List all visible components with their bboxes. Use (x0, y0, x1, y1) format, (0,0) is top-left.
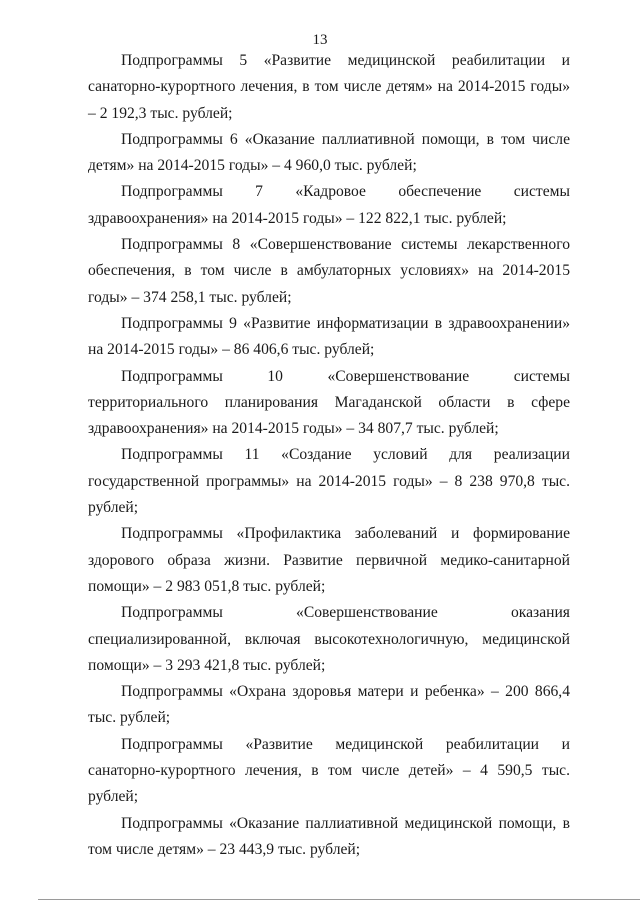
paragraph-subprogram-rehabilitation: Подпрограммы «Развитие медицинской реабилитации и санаторно-курортного лечения, в том числе детей» – 4 590,5 тыс. рублей; (88, 735, 570, 806)
page-number: 13 (312, 32, 328, 48)
paragraph-subprogram-6: Подпрограммы 6 «Оказание паллиативной помощи, в том числе детям» на 2014-2015 годы» – 4 960,0 тыс. рублей; (88, 130, 570, 175)
paragraph-subprogram-8: Подпрограммы 8 «Совершенствование системы лекарственного обеспечения, в том числе в амбулаторных условиях» на 2014-2015 годы» – 374 258,1 тыс. рублей; (88, 236, 570, 306)
paragraph-subprogram-prevention: Подпрограммы «Профилактика заболеваний и формирование здорового образа жизни. Развитие первичной медико-санитарной помощи» – 2 983 051,8 тыс. рублей; (88, 525, 570, 595)
paragraph-subprogram-11: Подпрограммы 11 «Создание условий для реализации государственной программы» на 2014-2015 годы» – 8 238 970,8 тыс. рублей; (88, 446, 570, 517)
page-body (88, 48, 570, 863)
paragraph-subprogram-specialized-care: Подпрограммы «Совершенствование оказания специализированной, включая высокотехнологичную, медицинской помощи» – 3 293 421,8 тыс. рублей; (88, 604, 570, 674)
paragraph-subprogram-7: Подпрограммы 7 «Кадровое обеспечение системы здравоохранения» на 2014-2015 годы» – 122 822,1 тыс. рублей; (88, 183, 570, 227)
paragraph-subprogram-mother-child: Подпрограммы «Охрана здоровья матери и ребенка» – 200 866,4 тыс. рублей; (88, 683, 570, 727)
paragraph-subprogram-10: Подпрограммы 10 «Совершенствование системы территориального планирования Магаданской области в сфере здравоохранения» на 2014-2015 годы» – 34 807,7 тыс. рублей; (88, 367, 570, 438)
paragraph-subprogram-palliative: Подпрограммы «Оказание паллиативной медицинской помощи, в том числе детям» – 23 443,9 тыс. рублей; (88, 814, 570, 858)
page-bottom-edge (38, 899, 640, 900)
paragraph-subprogram-9: Подпрограммы 9 «Развитие информатизации в здравоохранении» на 2014-2015 годы» – 86 406,6 тыс. рублей; (88, 314, 570, 359)
paragraph-subprogram-5: Подпрограммы 5 «Развитие медицинской реабилитации и санаторно-курортного лечения, в том числе детям» на 2014-2015 годы» – 2 192,3 тыс. рублей; (88, 52, 570, 122)
